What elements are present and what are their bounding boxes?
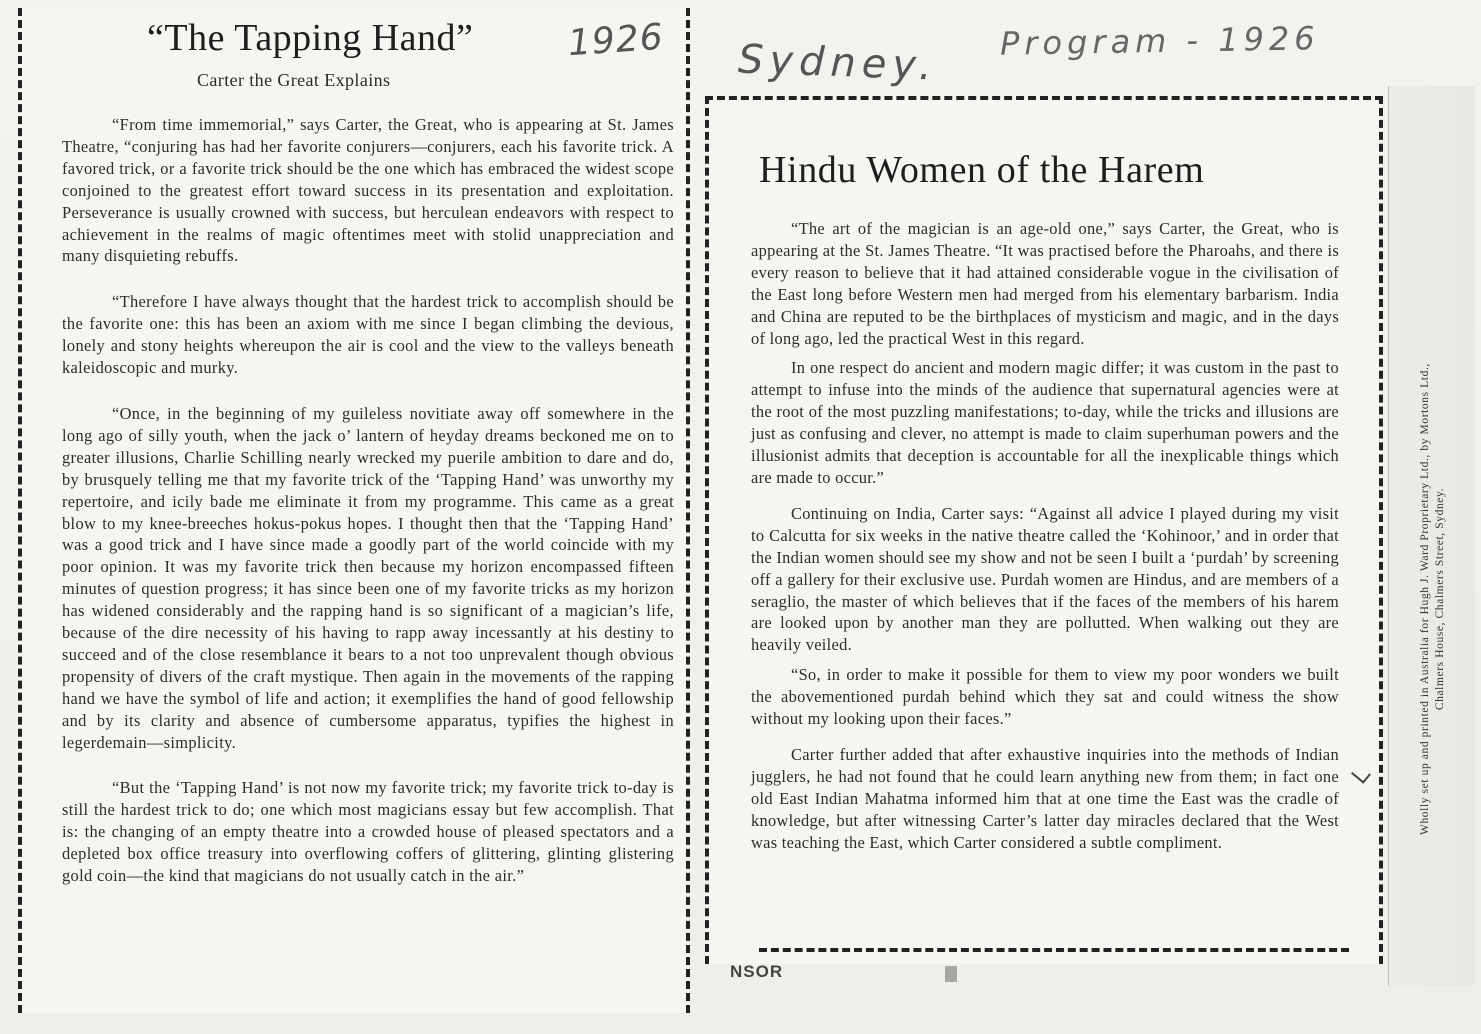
paragraph: “So, in order to make it possible for them to view my poor wonders we built the abovementioned purdah behind which they sat and could witness the show without my looking upon their faces.” [751, 665, 1339, 729]
paragraph: Continuing on India, Carter says: “Against all advice I played during my visit to Calcutta for six weeks in the native theatre called the ‘Kohinoor,’ and in order that the Indian women should see my show and not be seen I built a ‘purdah’ by screening off a gallery for their exclusive use. Purdah women are Hindus, and are members of a seraglio, the master of which believes that if the faces of the members of his harem are looked upon by another man they are pollutted. When walking out they are heavily veiled. [751, 503, 1339, 655]
paragraph: “Therefore I have always thought that the hardest trick to accomplish should be the favorite one: this has been an axiom with me since I began climbing the devious, lonely and stony heights whereupon the air is cool and the view to the valleys beneath kaleidoscopic and murky. [62, 292, 674, 378]
censor-stamp-fragment: NSOR [730, 962, 784, 981]
article-body [62, 114, 674, 911]
article-title: “The Tapping Hand” [147, 17, 474, 59]
article-subtitle: Carter the Great Explains [197, 70, 391, 90]
hindu-women-clipping [705, 96, 1383, 964]
handwritten-year: 1926 [566, 16, 665, 65]
handwritten-city: Sydney. [737, 36, 939, 90]
paragraph: “Once, in the beginning of my guileless novitiate away off somewhere in the long ago of silly youth, when the jack o’ lantern of heyday dreams beckoned me on to greater illusions, Charlie Schilling nearly wrecked my puerile ambition to dare and do, by brusquely telling me that my favorite trick of the ‘Tapping Hand’ was unworthy my repertoire, and icily bade me eliminate it from my programme. This came as a great blow to my knee-breeches hokus-pokus hopes. I thought then that the ‘Tapping Hand’ was a good trick and I have since made a goodly part of the world coincide with my poor opinion. It was my favorite trick then because my horizon encompassed fifteen minutes of question progress; it has since been one of my favorite tricks as my horizon has widened considerably and the rapping hand is so significant of a magician’s life, because of the dire necessity of his having to rapp away incessantly at his destiny to succeed and of the close resemblance it bears to a not too unprevalent though obvious propensity of divers of the craft mystique. Then again in the movements of the rapping hand we have the symbol of life and action; it exemplifies the hand of good fellowship and by its clarity and absence of cumbersome apparatus, typifies the highest in legerdemain—simplicity. [62, 403, 674, 752]
tapping-hand-clipping [18, 8, 690, 1013]
article-body [751, 218, 1339, 861]
printer-credit-line: Wholly set up and printed in Australia for Hugh J. Ward Proprietary Ltd., by Mortons Ltd., [1419, 363, 1431, 835]
paragraph: “From time immemorial,” says Carter, the Great, who is appearing at St. James Theatre, “conjuring has had her favorite conjurers—conjurers, each his favorite trick. A favored trick, or a favorite trick should be the one which has embraced the widest scope conjoined to the greatest effort toward success in its presentation and exploitation. Perseverance is usually crowned with success, but herculean endeavors with respect to achievement in the realms of magic oftentimes meet with stolid unappreciation and many disquieting rebuffs. [62, 115, 674, 266]
handwritten-program-note: Program - 1926 [999, 19, 1320, 63]
paragraph: In one respect do ancient and modern magic differ; it was custom in the past to attempt to infuse into the minds of the audience that supernatural agencies were at the root of the most puzzling manifestations; to-day, while the tricks and illusions are just as confusing and clever, no attempt is made to claim superhuman powers and the illusionist admits that deception is accountable for all the inexplicable things which are made to occur.” [751, 358, 1339, 487]
printer-credit-line: Chalmers House, Chalmers Street, Sydney. [1434, 487, 1446, 711]
paragraph: “But the ‘Tapping Hand’ is not now my favorite trick; my favorite trick to-day is still the hardest trick to do; one which most magicians essay but few accomplish. That is: the changing of an empty theatre into a crowded house of pleased spectators and a depleted box office treasury into overflowing coffers of glittering, glinting glistering gold coin—the kind that magicians do not usually catch in the air.” [62, 778, 674, 886]
paragraph: “The art of the magician is an age-old one,” says Carter, the Great, who is appearing at the St. James Theatre. “It was practised before the Pharoahs, and there is every reason to believe that it had attained considerable vogue in the civilisation of the East long before Western men had merged from his elementary barbarism. India and China are reputed to be the birthplaces of mysticism and magic, and in the days of long ago, led the practical West in this regard. [751, 219, 1339, 348]
paragraph: Carter further added that after exhaustive inquiries into the methods of Indian jugglers, he had not found that he could learn anything new from them; in fact one old East Indian Mahatma informed him that at one time the East was the cradle of knowledge, but after witnessing Carter’s latter day miracles declared that the West was teaching the East, which Carter considered a subtle compliment. [751, 744, 1339, 852]
printer-credit [1418, 363, 1448, 835]
ink-smudge [945, 966, 957, 982]
dashed-border-bottom [759, 948, 1349, 952]
article-title: Hindu Women of the Harem [759, 149, 1205, 191]
